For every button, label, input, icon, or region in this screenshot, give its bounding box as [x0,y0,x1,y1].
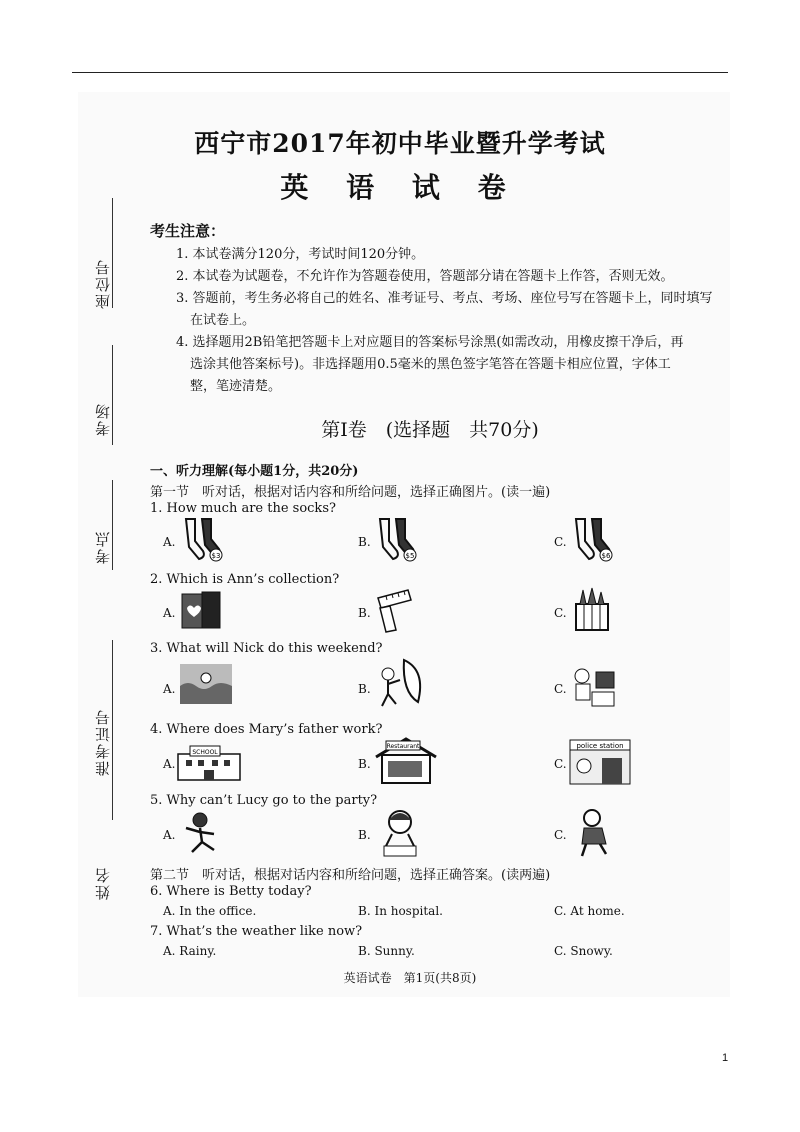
answer-option: B. Sunny. [358,944,415,958]
option-label: B. [358,757,371,771]
question-text: 3. What will Nick do this weekend? [150,641,383,656]
option-label: C. [554,828,567,842]
answer-option: A. In the office. [163,904,257,918]
option-label: B. [358,606,371,620]
question-text: 4. Where does Mary’s father work? [150,722,383,737]
restaurant-picture [372,737,440,785]
notice-heading: 考生注意： [150,222,226,240]
option-label: B. [358,828,371,842]
answer-option: C. At home. [554,904,625,918]
sick-boy-picture [572,806,618,860]
question-text: 1. How much are the socks? [150,501,336,516]
option-label: B. [358,535,371,549]
running-girl-picture [178,808,226,856]
header-rule [72,72,728,73]
option-label: A. [163,606,176,620]
price-tag-text: $6 [601,552,611,560]
studying-girl-picture [374,806,426,860]
side-label-room: 考场 [94,402,112,436]
subject-title: 英 语 试 卷 [280,171,520,204]
side-label-ticket: 准考证号 [94,708,112,776]
ruler-picture [374,586,414,634]
answer-option: A. Rainy. [163,944,217,958]
question-text: 6. Where is Betty today? [150,884,312,899]
notice-item: 选涂其他答案标号)。非选择题用0.5毫米的黑色签字笔答在答题卡相应位置，字体工 [190,357,671,372]
notice-item: 1. 本试卷满分120分，考试时间120分钟。 [176,247,425,262]
option-label: C. [554,757,567,771]
notice-item: 4. 选择题用2B铅笔把答题卡上对应题目的答案标号涂黑(如需改动，用橡皮擦干净后，再 [176,335,684,350]
surfing-picture [374,656,430,712]
notice-item: 在试卷上。 [190,313,256,328]
computer-picture [568,662,618,710]
exam-title: 西宁市2017年初中毕业暨升学考试 [194,129,606,158]
option-label: A. [163,682,176,696]
option-label: A. [163,757,176,771]
sign-text: SCHOOL [192,749,218,756]
page-number: 1 [722,1052,729,1064]
notice-item: 2. 本试卷为试题卷，不允许作为答题卷使用，答题部分请在答题卡上作答，否则无效。 [176,269,674,284]
subsection-title: 第二节 听对话，根据对话内容和所给问题，选择正确答案。(读两遍) [150,868,551,883]
option-label: A. [163,535,176,549]
section-title: 一、听力理解(每小题1分，共20分) [150,464,359,479]
notice-item: 3. 答题前，考生务必将自己的姓名、准考证号、考点、考场、座位号写在答题卡上，同时填写 [176,291,713,306]
police-station-picture [566,736,636,786]
option-label: A. [163,828,176,842]
option-label: C. [554,682,567,696]
price-tag-text: $3 [211,552,221,560]
question-text: 2. Which is Ann’s collection? [150,572,340,587]
sign-text: Restaurant [386,743,420,750]
socks-picture [570,515,620,565]
part-title: 第Ⅰ卷 (选择题 共70分) [321,419,539,441]
option-label: C. [554,535,567,549]
side-label-site: 考点 [94,530,112,564]
price-tag-text: $5 [405,552,415,560]
option-label: C. [554,606,567,620]
subsection-title: 第一节 听对话，根据对话内容和所给问题，选择正确图片。(读一遍) [150,485,551,500]
socks-picture [180,515,230,565]
side-label-name: 姓名 [94,866,112,900]
socks-picture [374,515,424,565]
question-text: 5. Why can’t Lucy go to the party? [150,793,378,808]
school-picture [176,740,242,782]
pencil-case-picture [572,584,612,634]
swimming-picture [180,664,232,704]
option-label: B. [358,682,371,696]
side-label-seat: 座位号 [94,258,112,309]
answer-option: B. In hospital. [358,904,443,918]
answer-option: C. Snowy. [554,944,613,958]
page-footer: 英语试卷 第1页(共8页) [343,971,477,985]
notice-item: 整，笔迹清楚。 [190,379,282,394]
question-text: 7. What’s the weather like now? [150,924,363,939]
sign-text: police station [576,742,624,750]
books-picture [180,588,224,632]
